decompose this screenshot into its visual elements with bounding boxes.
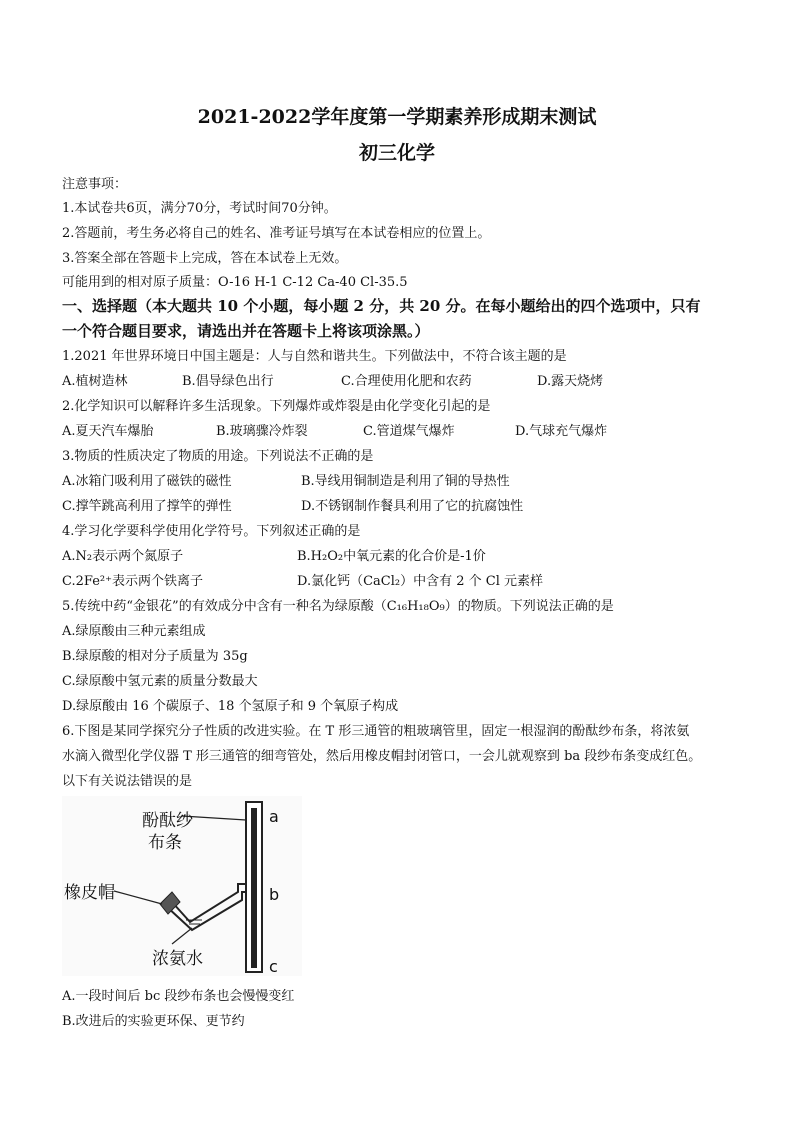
- page-title: 2021-2022学年度第一学期素养形成期末测试: [197, 106, 597, 128]
- q4-option-a: A.N₂表示两个氮原子: [62, 549, 184, 564]
- q1-option-d: D.露天烧烤: [537, 374, 604, 389]
- section-heading-cont: 一个符合题目要求，请选出并在答题卡上将该项涂黑。）: [62, 322, 430, 340]
- point-c-label: c: [269, 957, 278, 976]
- question-6-stem: 6.下图是某同学探究分子性质的改进实验。在 T 形三通管的粗玻璃管里，固定一根湿润的酚酞纱布条，将浓氨: [62, 724, 690, 739]
- question-2-stem: 2.化学知识可以解释许多生活现象。下列爆炸或炸裂是由化学变化引起的是: [62, 399, 491, 414]
- question-3-stem: 3.物质的性质决定了物质的用途。下列说法不正确的是: [62, 449, 374, 464]
- q5-option-a: A.绿原酸由三种元素组成: [62, 624, 206, 639]
- q3-option-a: A.冰箱门吸利用了磁铁的磁性: [62, 474, 232, 489]
- question-4-stem: 4.学习化学要科学使用化学符号。下列叙述正确的是: [62, 524, 361, 539]
- q3-option-d: D.不锈钢制作餐具利用了它的抗腐蚀性: [301, 499, 524, 514]
- label-rubber-cap: 橡皮帽: [64, 883, 115, 903]
- label-ammonia: 浓氨水: [152, 949, 203, 969]
- note-item: 1.本试卷共6页，满分70分，考试时间70分钟。: [62, 201, 337, 216]
- q5-option-d: D.绿原酸由 16 个碳原子、18 个氢原子和 9 个氧原子构成: [62, 699, 399, 714]
- label-strip-2: 布条: [148, 833, 182, 853]
- point-a-label: a: [269, 807, 279, 826]
- q3-option-b: B.导线用铜制造是利用了铜的导热性: [301, 474, 510, 489]
- q3-option-c: C.撑竿跳高利用了撑竿的弹性: [62, 499, 232, 514]
- section-heading: 一、选择题（本大题共 10 个小题，每小题 2 分，共 20 分。在每小题给出的四个选项中，只有: [62, 297, 701, 315]
- q6-option-b: B.改进后的实验更环保、更节约: [62, 1014, 245, 1029]
- note-item: 2.答题前，考生务必将自己的姓名、准考证号填写在本试卷相应的位置上。: [62, 226, 491, 241]
- q2-option-d: D.气球充气爆炸: [515, 424, 608, 439]
- label-strip-1: 酚酞纱: [142, 811, 193, 831]
- atomic-mass-line: 可能用到的相对原子质量：O-16 H-1 C-12 Ca-40 Cl-35.5: [62, 275, 408, 290]
- notes-heading: 注意事项：: [62, 177, 128, 192]
- question-6-stem-end: 以下有关说法错误的是: [62, 774, 193, 789]
- q6-option-a: A.一段时间后 bc 段纱布条也会慢慢变红: [62, 989, 295, 1004]
- page-subtitle: 初三化学: [358, 142, 435, 164]
- t-tube-diagram: [62, 796, 302, 976]
- q5-option-c: C.绿原酸中氢元素的质量分数最大: [62, 674, 258, 689]
- question-5-stem: 5.传统中药“金银花”的有效成分中含有一种名为绿原酸（C₁₆H₁₈O₉）的物质。下列说法正确的是: [62, 599, 614, 614]
- question-1-stem: 1.2021 年世界环境日中国主题是：人与自然和谐共生。下列做法中，不符合该主题的是: [62, 349, 567, 364]
- q1-option-b: B.倡导绿色出行: [182, 374, 274, 389]
- q5-option-b: B.绿原酸的相对分子质量为 35g: [62, 649, 248, 664]
- q4-option-d: D.氯化钙（CaCl₂）中含有 2 个 Cl 元素样: [297, 574, 544, 589]
- q1-option-a: A.植树造林: [62, 374, 128, 389]
- q2-option-b: B.玻璃骤冷炸裂: [216, 424, 308, 439]
- q4-option-c: C.2Fe²⁺表示两个铁离子: [62, 574, 203, 589]
- question-6-stem-cont: 水滴入微型化学仪器 T 形三通管的细弯管处，然后用橡皮帽封闭管口，一会儿就观察到 ba 段纱布条变成红色。: [62, 749, 702, 764]
- phenolphthalein-gauze-strip: [251, 808, 257, 968]
- q4-option-b: B.H₂O₂中氧元素的化合价是-1价: [297, 549, 486, 564]
- note-item: 3.答案全部在答题卡上完成，答在本试卷上无效。: [62, 251, 348, 266]
- point-b-label: b: [269, 885, 280, 904]
- q2-option-c: C.管道煤气爆炸: [363, 424, 455, 439]
- q1-option-c: C.合理使用化肥和农药: [341, 374, 472, 389]
- q2-option-a: A.夏天汽车爆胎: [62, 424, 154, 439]
